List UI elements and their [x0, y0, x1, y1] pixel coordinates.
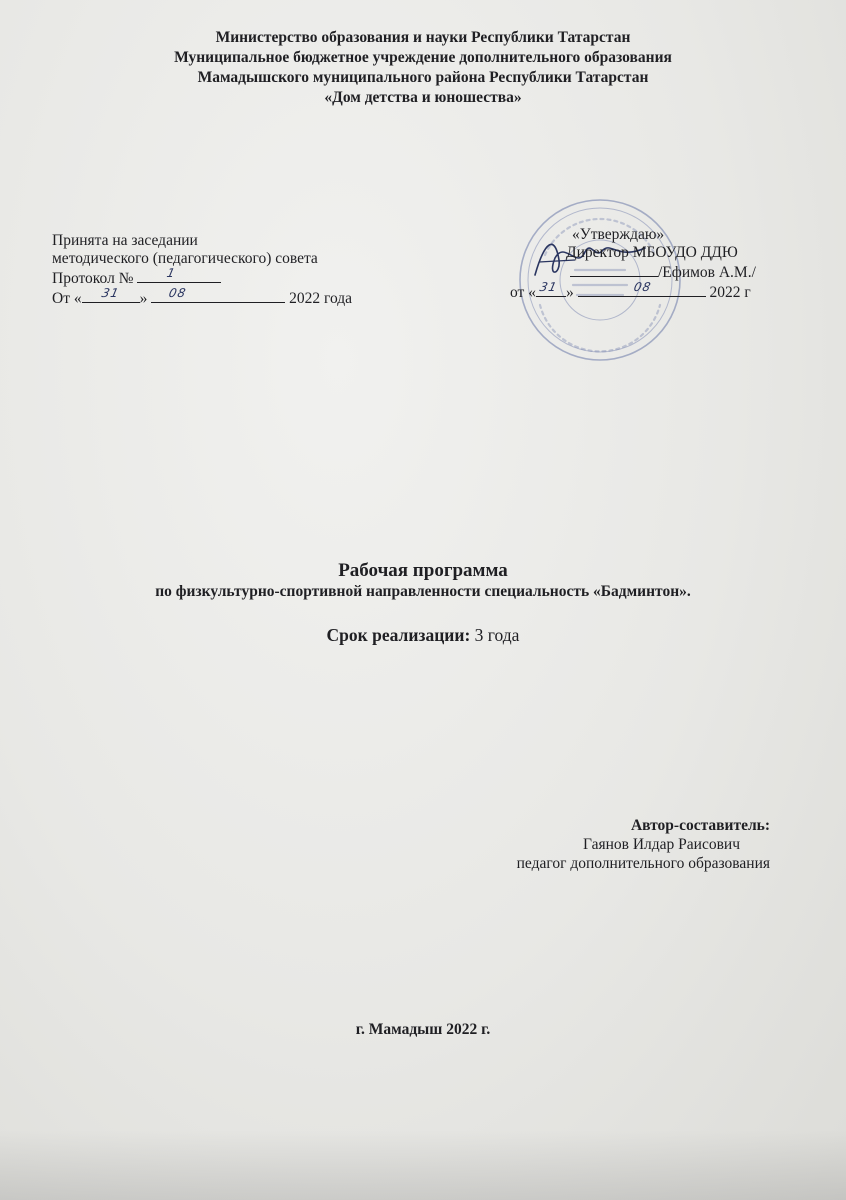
institution-line: Муниципальное бюджетное учреждение дополнительного образования: [174, 49, 672, 66]
accepted-date-row: [52, 288, 352, 308]
approved-block: [510, 226, 810, 302]
approved-line-1: «Утверждаю»: [572, 226, 665, 243]
approved-month: 08: [632, 280, 653, 294]
program-title: Рабочая программа: [338, 560, 508, 581]
accepted-date-prefix: От «: [52, 290, 82, 307]
author-position: педагог дополнительного образования: [516, 855, 770, 872]
program-title-block: [0, 560, 846, 646]
accepted-month-field: [151, 288, 285, 303]
document-header: [0, 28, 846, 108]
protocol-row: [52, 268, 352, 288]
approved-date-suffix: 2022 г: [709, 284, 751, 301]
program-subtitle: по физкультурно-спортивной направленности специальность «Бадминтон».: [155, 583, 691, 600]
institution-name: «Дом детства и юношества»: [324, 89, 522, 106]
approved-date-row: [510, 282, 810, 302]
accepted-date-suffix: 2022 года: [289, 290, 353, 307]
author-block: [517, 816, 770, 873]
approved-day-field: [536, 282, 566, 297]
accepted-block: [52, 232, 352, 308]
ministry-line: Министерство образования и науки Республики Татарстан: [215, 29, 631, 46]
protocol-number-field: [137, 268, 221, 283]
term-value: 3 года: [474, 625, 520, 645]
program-term: [0, 624, 846, 646]
accepted-date-mid: »: [139, 290, 148, 307]
accepted-line-1: Принята на заседании: [52, 232, 198, 249]
approved-day: 31: [538, 280, 559, 294]
approved-line-2: Директор МБОУДО ДДЮ: [566, 244, 738, 261]
author-name: Гаянов Илдар Раисович: [583, 836, 740, 853]
protocol-number: 1: [165, 266, 178, 280]
approved-date-prefix: от «: [510, 284, 536, 301]
approved-signer: /Ефимов А.М./: [658, 264, 756, 281]
accepted-month: 08: [167, 286, 188, 300]
accepted-day: 31: [100, 286, 121, 300]
protocol-label: Протокол №: [52, 270, 134, 287]
approved-date-mid: »: [565, 284, 574, 301]
district-line: Мамадышского муниципального района Республики Татарстан: [197, 69, 649, 86]
approved-month-field: [578, 282, 706, 297]
term-label: Срок реализации:: [326, 625, 471, 645]
accepted-day-field: [82, 288, 140, 303]
city-year: г. Мамадыш 2022 г.: [355, 1021, 491, 1038]
signature-line: [570, 262, 658, 277]
accepted-line-2: методического (педагогического) совета: [52, 250, 318, 267]
author-label: Автор-составитель:: [630, 817, 770, 834]
